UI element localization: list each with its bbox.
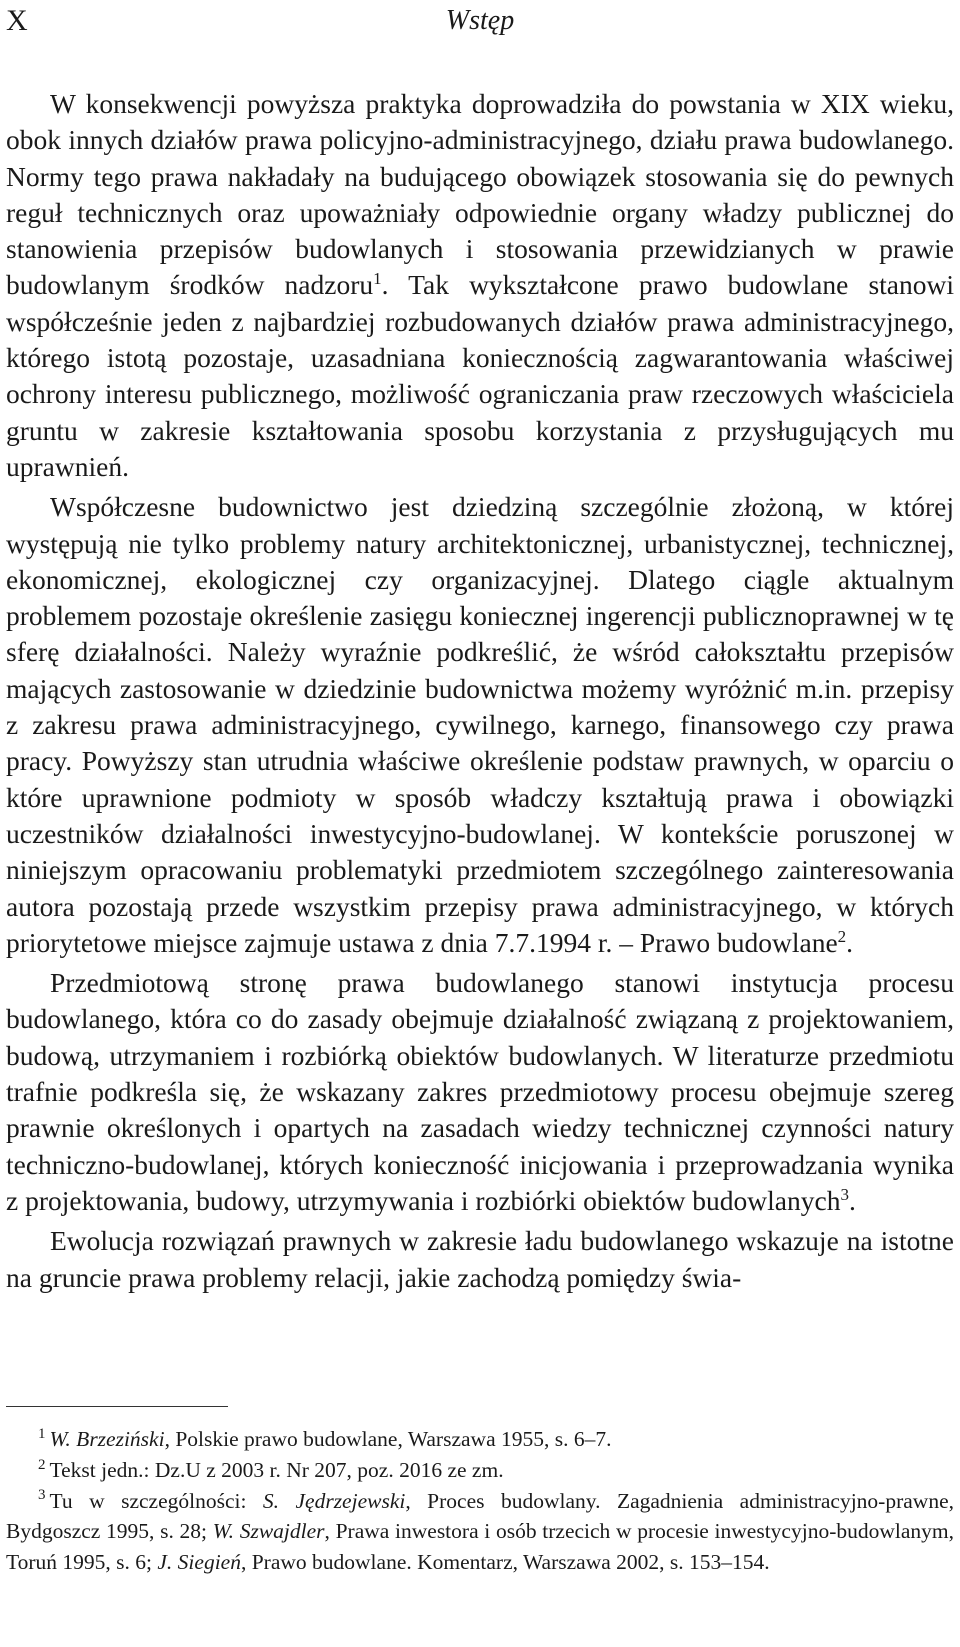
footnote-number: 1	[38, 1425, 46, 1442]
paragraph-text: . Tak wykształcone prawo budowlane stanowi współcześnie jeden z najbardziej rozbudowanych działów prawa administracyjnego, którego istotą pozostaje, uzasadniana koniecznością zagwarantowania właściwej ochrony interesu publicznego, możliwość ograniczania praw rzeczowych właściciela gruntu w zakresie kształtowania sposobu korzystania z przysługujących mu uprawnień.	[6, 269, 955, 482]
footnote-author: J. Siegień	[157, 1550, 241, 1575]
footnote-text: Tekst jedn.: Dz.U z 2003 r. Nr 207, poz. 2016 ze zm.	[49, 1457, 504, 1482]
footnote-text: Tu w szczególności:	[49, 1488, 263, 1513]
page-number: X	[6, 4, 28, 37]
paragraph	[6, 965, 954, 1219]
paragraph-text: .	[846, 926, 854, 958]
footnote-number: 3	[38, 1487, 46, 1504]
footnote-author: W. Brzeziński	[49, 1427, 165, 1451]
footnote-3	[6, 1486, 954, 1578]
footnote-text: , Prawa inwestora i osób trzecich w procesie inwestycyjno-budowlanym, Toruń 1995, s. 6;	[6, 1519, 954, 1575]
paragraph-text: W konsekwencji powyższa praktyka doprowadziła do powstania w XIX wieku, obok innych działów prawa policyjno-administracyjnego, działu prawa budowlanego. Normy tego prawa nakładały na budującego obowiązek stosowania się do pewnych reguł technicznych oraz upoważniały odpowiednie organy władzy publicznej do stanowienia przepisów budowlanych i stosowania przewidzianych w prawie budowlanym środków nadzoru	[6, 88, 954, 301]
footnote-text: , Prawo budowlane. Komentarz, Warszawa 2002, s. 153–154.	[240, 1550, 770, 1575]
footnotes	[6, 1424, 954, 1578]
footnote-author: S. Jędrzejewski	[262, 1488, 406, 1513]
footnote-ref: 2	[837, 926, 847, 946]
footnote-2	[6, 1455, 954, 1486]
paragraph-text: Współczesne budownictwo jest dziedziną szczególnie złożoną, w której występują nie tylko problemy natury architektonicznej, urbanistycznej, technicznej, ekonomicznej, ekologicznej czy organizacyjnej. Dlatego ciągle aktualnym problemem pozostaje określenie zasięgu koniecznej ingerencji publicznoprawnej w tę sferę działalności. Należy wyraźnie podkreślić, że wśród całokształtu przepisów mających zastosowanie w dziedzinie budownictwa możemy wyróżnić m.in. przepisy z zakresu prawa administracyjnego, cywilnego, karnego, finansowego czy prawa pracy. Powyższy stan utrudnia właściwe określenie podstaw prawnych, w oparciu o które uprawnione podmioty w sposób władczy kształtują prawa i obowiązki uczestników działalności inwestycyjno-budowlanej. W kontekście poruszonej w niniejszym opracowaniu problematyki przedmiotem szczególnego zainteresowania autora pozostają przede wszystkim przepisy prawa administracyjnego, w których priorytetowe miejsce zajmuje ustawa z dnia 7.7.1994 r. – Prawo budowlane	[6, 491, 954, 958]
footnote-separator	[6, 1406, 228, 1407]
footnote-text: , Proces budowlany. Zagadnienia administracyjno-prawne, Bydgoszcz 1995, s. 28;	[6, 1488, 954, 1544]
paragraph	[6, 1223, 954, 1296]
footnote-author: W. Szwajdler	[212, 1519, 325, 1544]
paragraph	[6, 86, 954, 485]
paragraph-text: Przedmiotową stronę prawa budowlanego stanowi instytucja procesu budowlanego, która co do zasady obejmuje działalność związaną z projektowaniem, budową, utrzymaniem i rozbiórką obiektów budowlanych. W literaturze przedmiotu trafnie podkreśla się, że wskazany zakres przedmiotowy procesu obejmuje szereg prawnie określonych i opartych na zasadach wiedzy technicznej czynności natury techniczno-budowlanej, których konieczność inicjowania i przeprowadzania wynika z projektowania, budowy, utrzymywania i rozbiórki obiektów budowlanych	[6, 967, 954, 1216]
footnote-ref: 3	[840, 1184, 849, 1204]
paragraph	[6, 489, 954, 961]
footnote-1	[6, 1424, 954, 1455]
running-title: Wstęp	[445, 5, 515, 36]
footnote-number: 2	[38, 1456, 46, 1473]
footnote-ref: 1	[373, 269, 382, 289]
paragraph-text: Ewolucja rozwiązań prawnych w zakresie ładu budowlanego wskazuje na istotne na gruncie prawa problemy relacji, jakie zachodzą pomiędzy świa-	[6, 1225, 954, 1293]
body-text	[6, 86, 954, 1300]
page-header	[6, 2, 954, 42]
paragraph-text: .	[848, 1184, 856, 1216]
footnote-text: , Polskie prawo budowlane, Warszawa 1955, s. 6–7.	[164, 1427, 612, 1451]
